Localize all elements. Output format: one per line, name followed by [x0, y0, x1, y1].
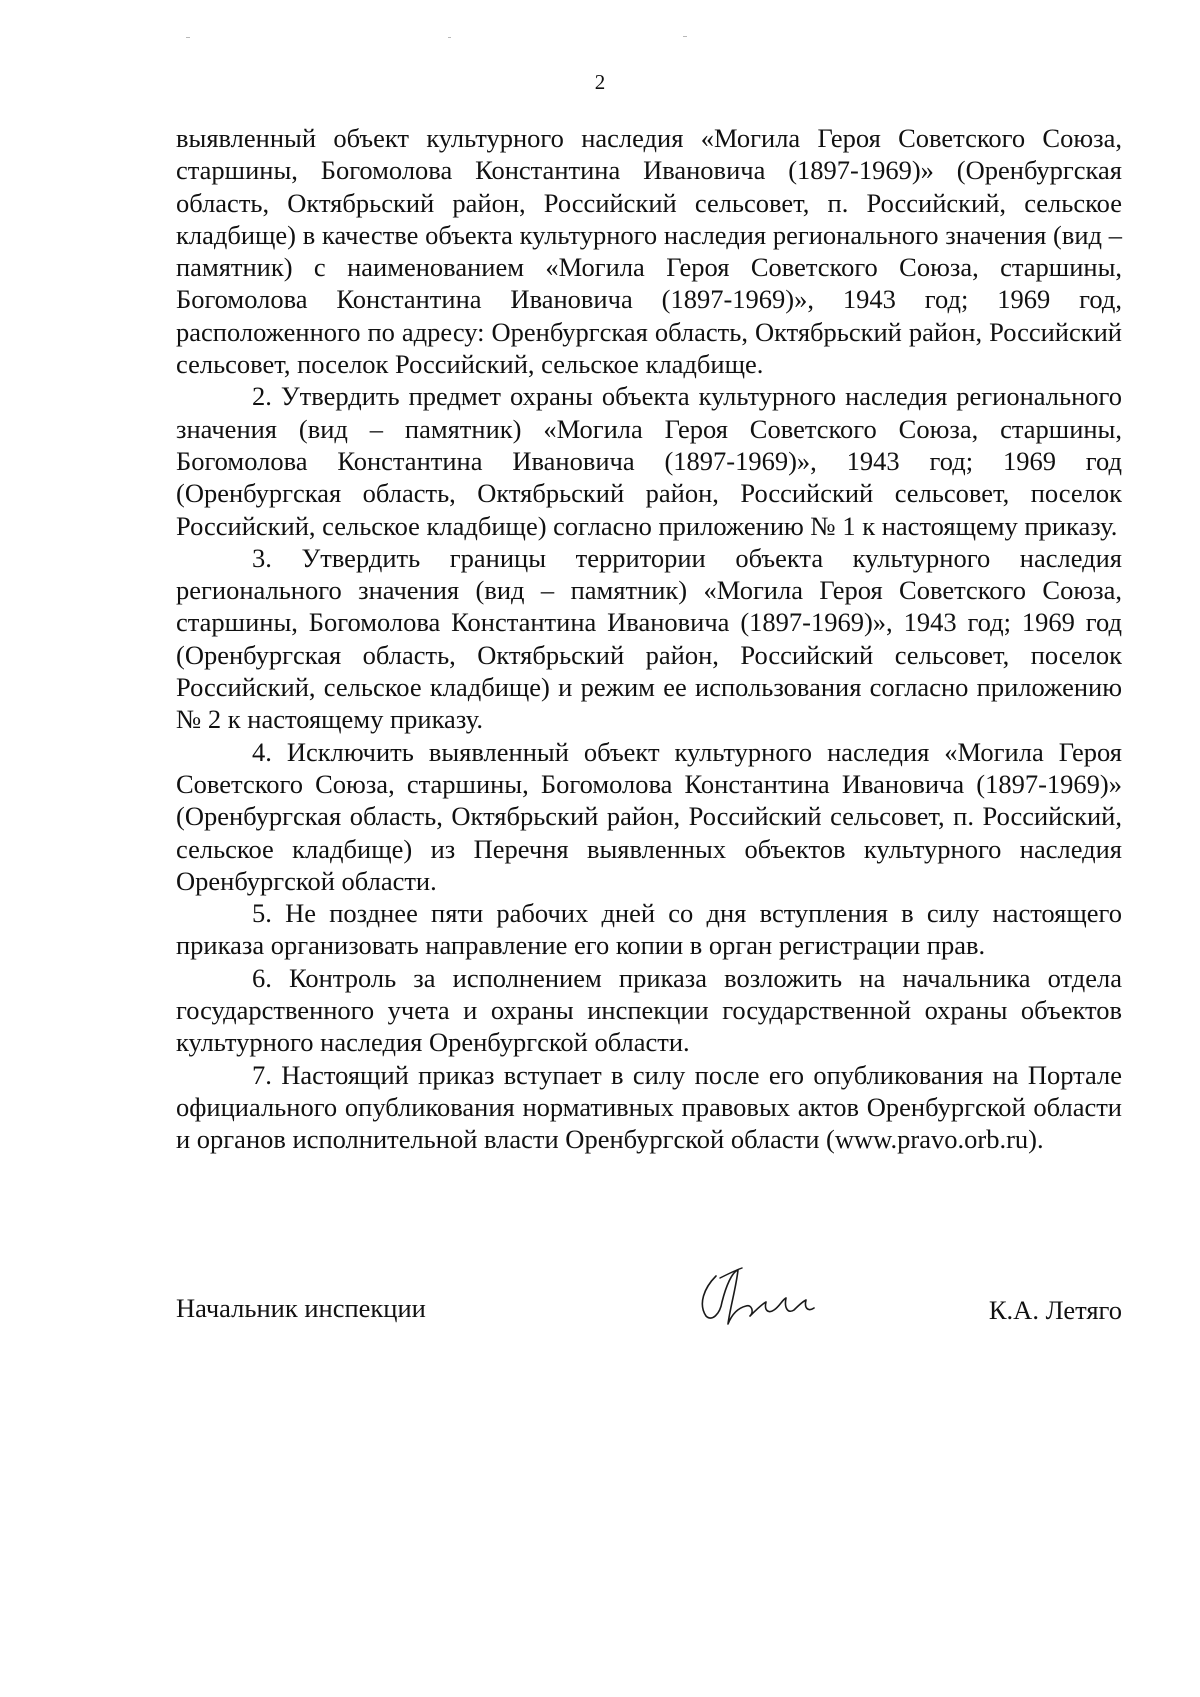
paragraph-1-continuation: выявленный объект культурного наследия «Могила Героя Советского Союза, старшины, Богомолова Константина Ивановича (1897-1969)» (Оренбургская область, Октябрьский район, Российский сельсовет, п. Российский, сельское кладбище) в качестве объекта культурного наследия регионального значения (вид – памятник) с наименованием «Могила Героя Советского Союза, старшины, Богомолова Константина Ивановича (1897-1969)», 1943 год; 1969 год, расположенного по адресу: Оренбургская область, Октябрьский район, Российский сельсовет, поселок Российский, сельское кладбище. [176, 123, 1122, 380]
signatory-name: К.А. Летяго [988, 1295, 1122, 1325]
signature-stroke [702, 1270, 814, 1324]
paragraph-item-5: 5. Не позднее пяти рабочих дней со дня вступления в силу настоящего приказа организовать направление его копии в орган регистрации прав. [176, 898, 1122, 961]
scan-artifact [448, 37, 451, 38]
signatory-position: Начальник инспекции [176, 1293, 426, 1323]
handwritten-signature-icon [676, 1258, 846, 1338]
paragraph-item-3: 3. Утвердить границы территории объекта культурного наследия регионального значения (вид – памятник) «Могила Героя Советского Союза, старшины, Богомолова Константина Ивановича (1897-1969)», 1943 год; 1969 год (Оренбургская область, Октябрьский район, Российский сельсовет, поселок Российский, сельское кладбище) и режим ее использования согласно приложению № 2 к настоящему приказу. [176, 542, 1122, 735]
signature-block [176, 1270, 1122, 1350]
scan-artifact [683, 36, 687, 37]
paragraph-item-2: 2. Утвердить предмет охраны объекта культурного наследия регионального значения (вид – памятник) «Могила Героя Советского Союза, старшины, Богомолова Константина Ивановича (1897-1969)», 1943 год; 1969 год (Оренбургская область, Октябрьский район, Российский сельсовет, поселок Российский, сельское кладбище) согласно приложению № 1 к настоящему приказу. [176, 381, 1122, 541]
paragraph-item-4: 4. Исключить выявленный объект культурного наследия «Могила Героя Советского Союза, старшины, Богомолова Константина Ивановича (1897-1969)» (Оренбургская область, Октябрьский район, Российский сельсовет, п. Российский, сельское кладбище) из Перечня выявленных объектов культурного наследия Оренбургской области. [176, 736, 1122, 896]
scan-artifact [186, 37, 190, 38]
page-number: 2 [594, 70, 606, 94]
document-body [176, 122, 1122, 1156]
paragraph-item-6: 6. Контроль за исполнением приказа возложить на начальника отдела государственного учета и охраны инспекции государственной охраны объектов культурного наследия Оренбургской области. [176, 962, 1122, 1058]
paragraph-item-7: 7. Настоящий приказ вступает в силу после его опубликования на Портале официального опубликования нормативных правовых актов Оренбургской области и органов исполнительной власти Оренбургской области (www.pravo.orb.ru). [176, 1059, 1122, 1155]
